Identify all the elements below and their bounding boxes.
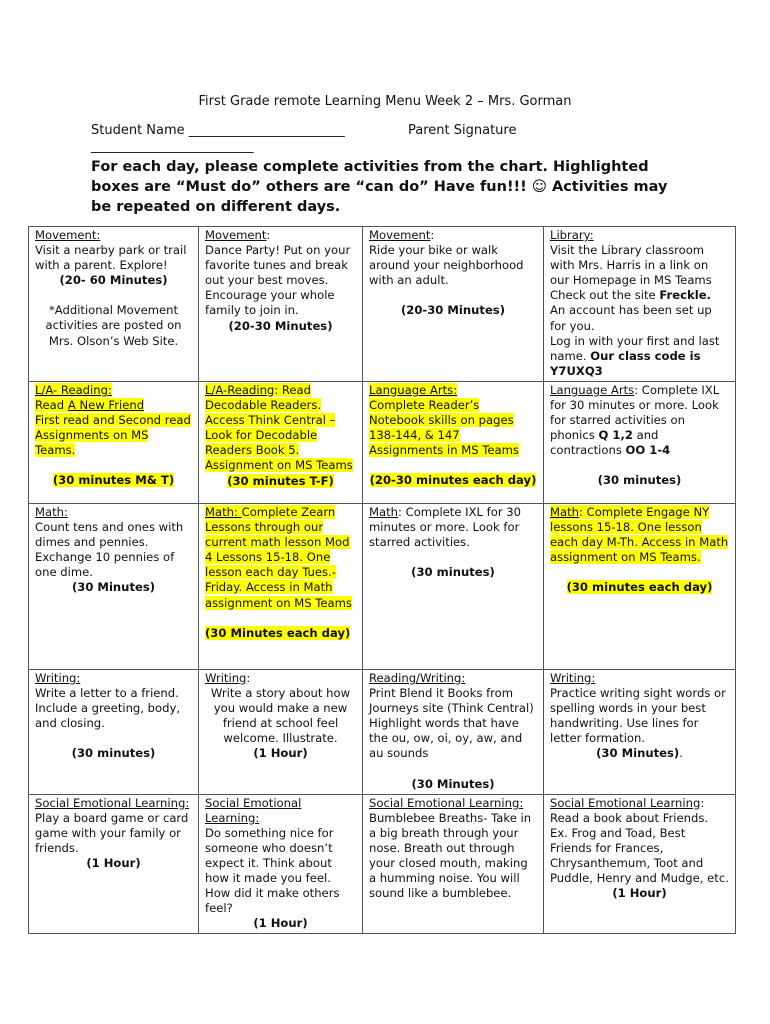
cell-time: (30 minutes) [597, 473, 682, 488]
cell-time: (30 Minutes) [411, 776, 495, 791]
cell-text: Count tens and ones with dimes and pennies. Exchange 10 pennies of one dime. [35, 520, 184, 580]
activity-menu-table [28, 226, 736, 934]
cell-math-engage-ny [544, 503, 736, 669]
cell-text: Complete Reader’s Notebook skills on pages 138-144, & 147 Assignments in MS Teams [369, 398, 519, 458]
cell-label: Writing [205, 670, 247, 685]
book-title: A New Friend [67, 398, 145, 413]
cell-time: (20-30 minutes each day) [369, 473, 537, 488]
cell-time: (20- 60 Minutes) [59, 273, 168, 288]
cell-la-reading: L/A- Reading: Read A New Friend First read and Second read Assignments on MS Teams. (30 minutes M& T) [29, 381, 199, 503]
cell-label: Social Emotional Learning [550, 795, 701, 810]
cell-movement-park [29, 227, 199, 382]
cell-text: : Complete IXL for 30 minutes or more. Look for starred activities on phonics [550, 382, 720, 443]
cell-sel-board-game [29, 794, 199, 934]
cell-text: : Read Decodable Readers. Access Think Central – Look for Decodable Readers Book 5. Assignment on MS Teams [205, 382, 353, 473]
cell-label: Language Arts [550, 382, 635, 397]
cell-label: Movement [205, 228, 267, 242]
cell-text: First read and Second read Assignments on MS Teams. [35, 413, 191, 458]
cell-text: Visit a nearby park or trail with a parent. Explore! [35, 243, 187, 273]
cell-language-arts-ixl: Language Arts: Complete IXL for 30 minutes or more. Look for starred activities on phonics Q 1,2 and contractions OO 1-4 (30 minutes) [544, 381, 736, 503]
cell-text: Practice writing sight words or spelling words in your best handwriting. Use lines for letter formation. [550, 686, 726, 746]
cell-label: Social Emotional Learning: [369, 795, 524, 810]
cell-text: Visit the Library classroom with Mrs. Harris in a link on our Homepage in MS Teams Check out the site [550, 243, 712, 303]
cell-label: Writing: [550, 670, 596, 685]
cell-time: (30 minutes) [411, 565, 495, 580]
cell-time: (30 Minutes) [71, 580, 156, 595]
cell-time: (1 Hour) [612, 886, 667, 901]
cell-label: Movement [369, 228, 431, 242]
cell-text: Ride your bike or walk around your neighborhood with an adult. [369, 243, 524, 288]
cell-time: (30 Minutes each day) [205, 625, 351, 640]
cell-movement-bike: Movement: Ride your bike or walk around your neighborhood with an adult. (20-30 Minutes) [363, 227, 544, 382]
cell-time: (30 minutes each day) [566, 580, 713, 595]
cell-reading-writing [363, 669, 544, 794]
cell-sel-bumblebee [363, 794, 544, 934]
cell-math-coins [29, 503, 199, 669]
table-row [29, 227, 736, 382]
cell-movement-dance: Movement: Dance Party! Put on your favorite tunes and break out your best moves. Encourage your whole family to join in. (20-30 Minutes) [199, 227, 363, 382]
cell-sel-friends-books: Social Emotional Learning: Read a book about Friends. Ex. Frog and Toad, Best Friends for Frances, Chrysanthemum, Toot and Puddle, Henry and Mudge, etc. (1 Hour) [544, 794, 736, 934]
cell-label: Writing: [35, 670, 81, 685]
cell-time: (30 minutes M& T) [52, 473, 175, 488]
cell-label: Reading/Writing: [369, 670, 466, 685]
cell-label: Math [369, 504, 399, 519]
table-row [29, 503, 736, 669]
cell-time: (20-30 Minutes) [228, 318, 333, 333]
table-row [29, 794, 736, 934]
cell-text: Dance Party! Put on your favorite tunes and break out your best moves. Encourage your whole family to join in. [205, 243, 351, 318]
cell-label: Social Emotional Learning: [35, 795, 190, 810]
cell-text: Play a board game or card game with your family or friends. [35, 810, 189, 855]
cell-label: L/A- Reading: [35, 382, 112, 397]
cell-text: Complete Zearn Lessons through our current math lesson Mod 4 Lessons 15-18. One lesson each day Tues.-Friday. Access in Math assignment on MS Teams [205, 504, 352, 610]
cell-text: : Complete Engage NY lessons 15-18. One lesson each day M-Th. Access in Math assignment on MS Teams. [550, 504, 729, 565]
cell-text: Print Blend it Books from Journeys site (Think Central) Highlight words that have the ou, ow, oi, oy, aw, and au sounds [369, 686, 534, 761]
cell-time: (1 Hour) [86, 855, 141, 870]
cell-language-arts-notebook [363, 381, 544, 503]
cell-time: (20-30 Minutes) [400, 303, 506, 318]
cell-time: (30 minutes T-F) [227, 473, 334, 488]
cell-label: Library: [550, 228, 594, 242]
cell-label: Social Emotional Learning: [205, 795, 302, 825]
instructions: For each day, please complete activities from the chart. Highlighted boxes are “Must do” others are “can do” Have fun!!! ☺ Activities may be repeated on different days. [91, 159, 668, 215]
cell-text: Write a story about how you would make a new friend at school feel welcome. Illustrate. [210, 686, 351, 746]
table-row [29, 669, 736, 794]
cell-writing-sight-words: Writing: Practice writing sight words or spelling words in your best handwriting. Use lines for letter formation. (30 Minutes). [544, 669, 736, 794]
cell-label: L/A-Reading [205, 382, 275, 397]
cell-text: Write a letter to a friend. Include a greeting, body, and closing. [35, 686, 181, 731]
cell-time: (1 Hour) [253, 916, 308, 931]
class-code: Our class code is Y7UXQ3 [550, 348, 701, 378]
cell-note: *Additional Movement activities are posted on Mrs. Olson’s Web Site. [45, 303, 182, 348]
signature-line: _________________________ [91, 139, 254, 154]
cell-math-ixl [363, 503, 544, 669]
cell-text: : Complete IXL for 30 minutes or more. Look for starred activities. [369, 504, 522, 550]
cell-writing-letter [29, 669, 199, 794]
page-title: First Grade remote Learning Menu Week 2 – Mrs. Gorman [198, 94, 572, 109]
cell-writing-story: Writing: Write a story about how you would make a new friend at school feel welcome. Illustrate. (1 Hour) [199, 669, 363, 794]
cell-label: Language Arts: [369, 382, 458, 397]
cell-text: Read a book about Friends. Ex. Frog and Toad, Best Friends for Frances, Chrysanthemum, Toot and Puddle, Henry and Mudge, etc. [550, 810, 729, 886]
parent-signature-label: Parent Signature [408, 123, 517, 138]
cell-sel-kindness [199, 794, 363, 934]
cell-math-zearn [199, 503, 363, 669]
cell-decodable-readers [199, 381, 363, 503]
cell-label: Math: [205, 504, 242, 519]
cell-library: Library: Visit the Library classroom with Mrs. Harris in a link on our Homepage in MS Teams Check out the site Freckle. An account has been set up for you. Log in with your first and last name. Our class code is Y7UXQ3 [544, 227, 736, 382]
table-row [29, 381, 736, 503]
cell-label: Movement: [35, 228, 101, 242]
cell-text: Bumblebee Breaths- Take in a big breath through your nose. Breath out through your closed mouth, making a humming noise. You will sound like a bumblebee. [369, 810, 532, 901]
cell-time: (1 Hour) [253, 746, 308, 761]
cell-time: (30 minutes) [71, 746, 156, 761]
cell-label: Math [550, 504, 580, 519]
cell-label: Math: [35, 504, 68, 519]
cell-text: Do something nice for someone who doesn’t expect it. Think about how it made you feel. How did it make others feel? [205, 825, 340, 916]
cell-time: (30 Minutes) [596, 746, 680, 761]
freckle-site: Freckle. [659, 288, 711, 303]
student-name-field: Student Name ________________________ [91, 123, 345, 138]
